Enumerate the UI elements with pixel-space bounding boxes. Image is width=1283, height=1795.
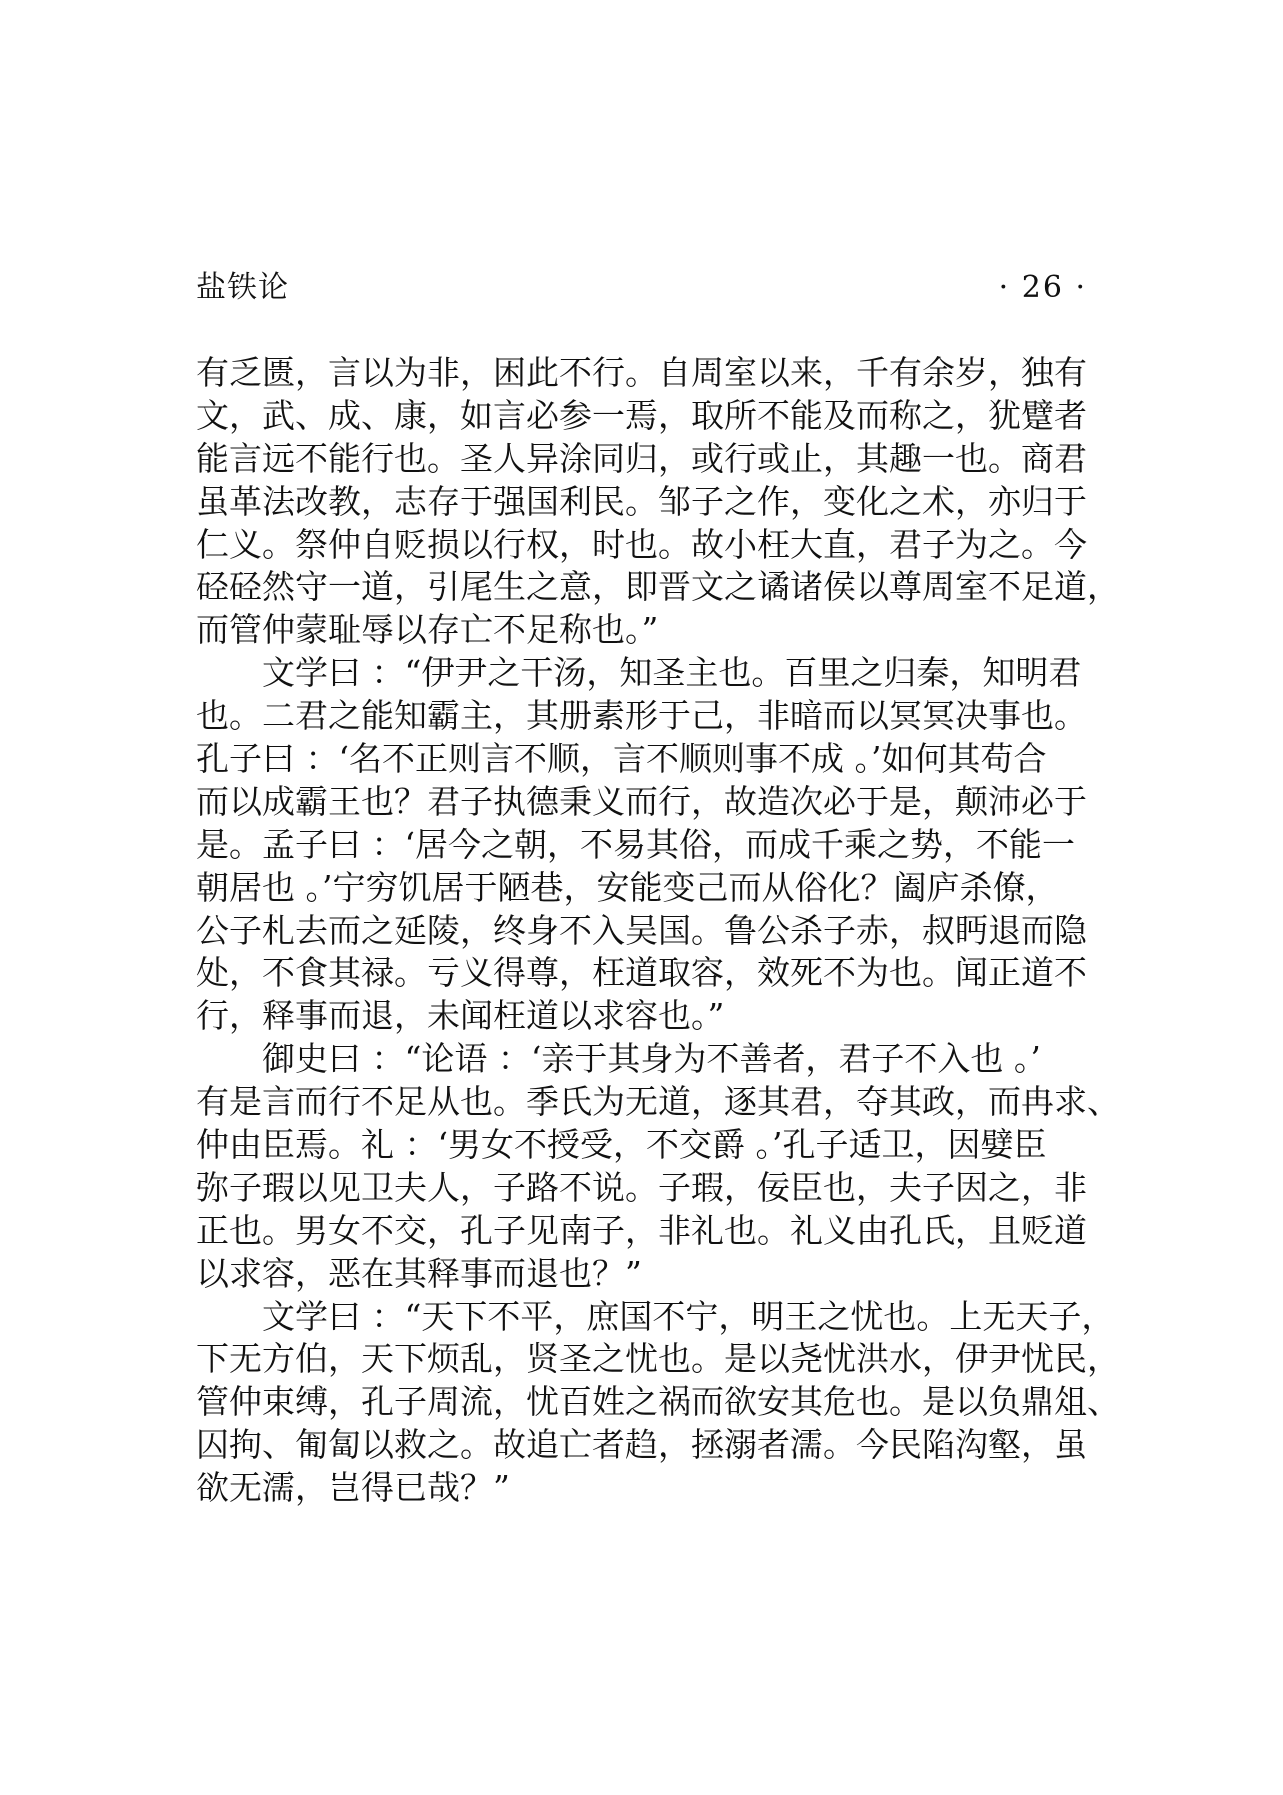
text-line-paragraph-start: 御史曰 ：“论语 ：‘亲于其身为不善者，君子不入也 。’ [262, 1039, 1041, 1079]
text-line: 是。孟子曰 ：‘居今之朝，不易其俗，而成千乘之势，不能一 [196, 824, 1075, 864]
text-line: 也。二君之能知霸主，其册素形于己，非暗而以冥冥决事也。 [196, 696, 1087, 736]
book-title: 盐铁论 [196, 270, 289, 305]
body-text [196, 352, 1126, 1510]
text-line: 能言远不能行也。圣人异涂同归，或行或止，其趣一也。商君 [196, 438, 1087, 478]
text-line-paragraph-start: 文学曰 ：“伊尹之干汤，知圣主也。百里之归秦，知明君 [262, 653, 1082, 693]
text-line: 公子札去而之延陵，终身不入吴国。鲁公杀子赤，叔眄退而隐 [196, 910, 1087, 950]
text-line: 虽革法改教，志存于强国利民。邹子之作，变化之术，亦归于 [196, 481, 1087, 521]
text-line: 欲无濡，岂得已哉？” [196, 1468, 510, 1508]
text-line: 而管仲蒙耻辱以存亡不足称也。” [196, 610, 659, 650]
text-line: 文，武、成、康，如言必参一焉，取所不能及而称之，犹躄者 [196, 395, 1087, 435]
text-line: 而以成霸王也？君子执德秉义而行，故造次必于是，颠沛必于 [196, 781, 1087, 821]
text-line: 行，释事而退，未闻枉道以求容也。” [196, 996, 725, 1036]
text-line: 囚拘、匍匐以救之。故追亡者趋，拯溺者濡。今民陷沟壑，虽 [196, 1425, 1087, 1465]
page-number: · 26 · [998, 270, 1087, 305]
text-line: 孔子曰 ：‘名不正则言不顺，言不顺则事不成 。’如何其苟合 [196, 739, 1047, 779]
text-line: 处，不食其禄。亏义得尊，枉道取容，效死不为也。闻正道不 [196, 953, 1087, 993]
text-line-paragraph-start: 文学曰 ：“天下不平，庶国不宁，明王之忧也。上无天子， [262, 1296, 1115, 1336]
text-line: 下无方伯，天下烦乱，贤圣之忧也。是以尧忧洪水，伊尹忧民， [196, 1339, 1120, 1379]
text-line: 仲由臣焉。礼 ：‘男女不授受，不交爵 。’孔子适卫，因嬖臣 [196, 1125, 1047, 1165]
text-line: 硁硁然守一道，引尾生之意，即晋文之谲诸侯以尊周室不足道， [196, 567, 1120, 607]
text-line: 仁义。祭仲自贬损以行权，时也。故小枉大直，君子为之。今 [196, 524, 1087, 564]
text-line: 有乏匮，言以为非，困此不行。自周室以来，千有余岁，独有 [196, 353, 1087, 392]
text-line: 正也。男女不交，孔子见南子，非礼也。礼义由孔氏，且贬道 [196, 1210, 1087, 1250]
text-line: 管仲束缚，孔子周流，忧百姓之祸而欲安其危也。是以负鼎俎、 [196, 1382, 1120, 1422]
text-line: 有是言而行不足从也。季氏为无道，逐其君，夺其政，而冉求、 [196, 1082, 1120, 1122]
running-header [196, 266, 1087, 310]
text-line: 朝居也 。’宁穷饥居于陋巷，安能变己而从俗化？阖庐杀僚， [196, 867, 1059, 907]
text-line: 弥子瑕以见卫夫人，子路不说。子瑕，佞臣也，夫子因之，非 [196, 1167, 1087, 1207]
text-line: 以求容，恶在其释事而退也？” [196, 1253, 642, 1293]
